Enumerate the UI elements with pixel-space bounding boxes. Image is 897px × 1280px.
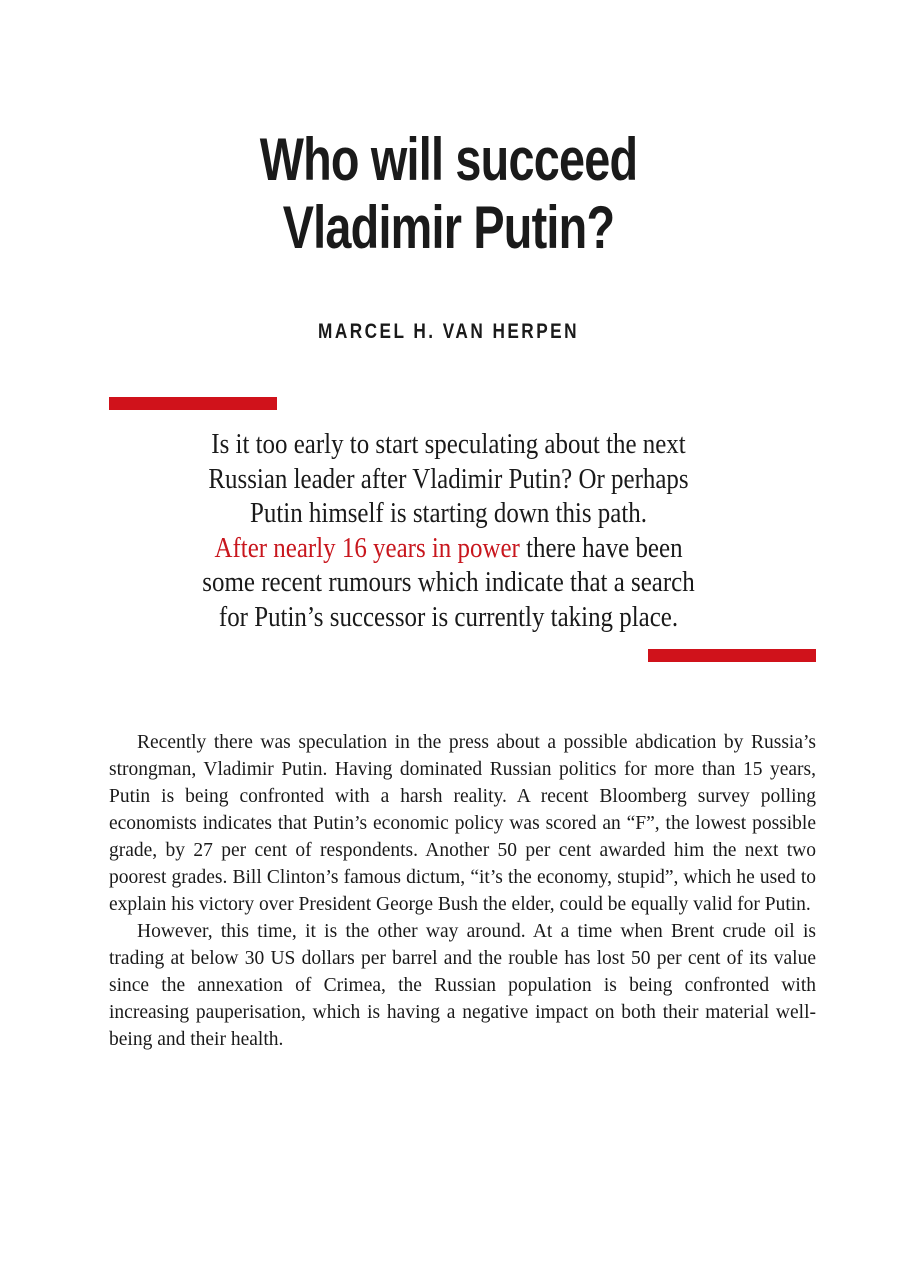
decorative-red-rule-top <box>109 397 277 410</box>
author-byline: MARCEL H. VAN HERPEN <box>318 320 579 343</box>
lede-line-6: for Putin’s successor is currently taking place. <box>218 600 679 633</box>
lede-line-5: some recent rumours which indicate that a search <box>202 566 695 598</box>
article-title-line-1: Who will succeed <box>259 126 638 193</box>
article-body <box>109 729 816 1053</box>
lede-line-4 <box>63 531 834 566</box>
lede-line-4-rest: there have been <box>519 531 683 564</box>
lede-line-3: Putin himself is starting down this path. <box>250 497 647 529</box>
body-paragraph-2: However, this time, it is the other way around. At a time when Brent crude oil is trading at below 30 US dollars per barrel and the rouble has lost 50 per cent of its value since the annexation of Crimea, the Russian population is being confronted with increasing pauperisation, which is having a negative impact on both their material well-being and their health. <box>109 921 816 1050</box>
article-title <box>99 126 799 262</box>
lede-line-2: Russian leader after Vladimir Putin? Or perhaps <box>208 462 689 495</box>
article-lede <box>63 427 834 634</box>
article-title-line-2: Vladimir Putin? <box>282 194 615 261</box>
body-paragraph-1: Recently there was speculation in the press about a possible abdication by Russia’s strongman, Vladimir Putin. Having dominated Russian politics for more than 15 years, Putin is being confronted with a harsh reality. A recent Bloomberg survey polling economists indicates that Putin’s economic policy was scored an “F”, the lowest possible grade, by 27 per cent of respondents. Another 50 per cent awarded him the next two poorest grades. Bill Clinton’s famous dictum, “it’s the economy, stupid”, which he used to explain his victory over President George Bush the elder, could be equally valid for Putin. <box>109 732 816 915</box>
lede-line-1: Is it too early to start speculating about the next <box>211 428 686 460</box>
decorative-red-rule-bottom <box>648 649 816 662</box>
lede-highlight: After nearly 16 years in power <box>214 531 520 564</box>
